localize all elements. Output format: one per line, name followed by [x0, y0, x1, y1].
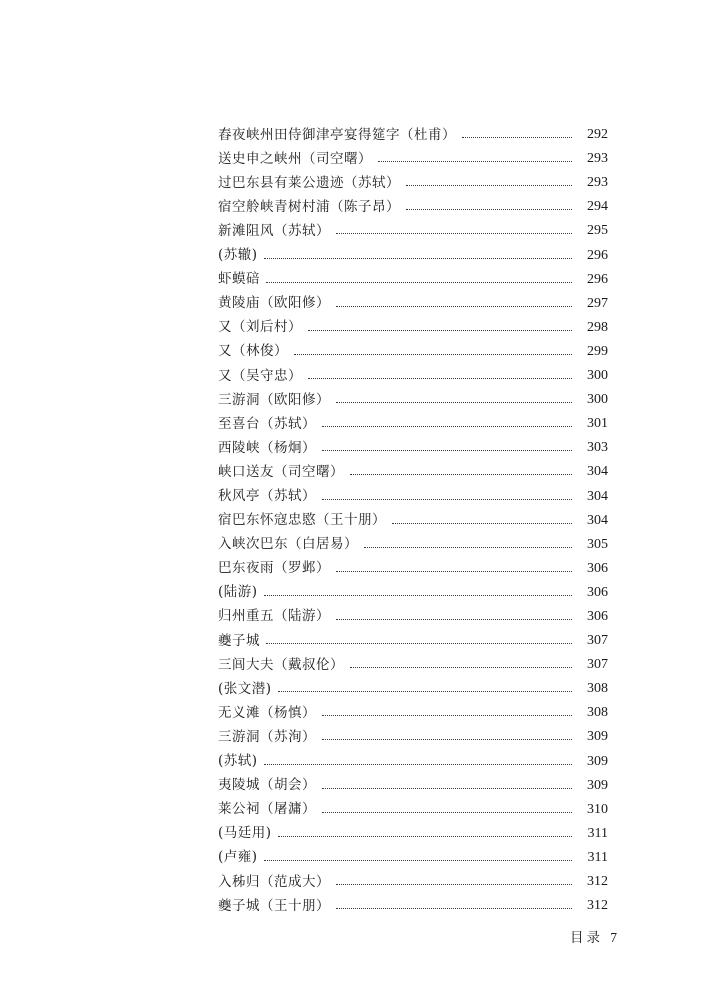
toc-entry-page: 312 — [587, 898, 608, 914]
dot-leader — [322, 811, 572, 813]
toc-entry-page: 306 — [587, 608, 608, 624]
toc-entry-title: 宿巴东怀寇忠愍（王十朋） — [218, 512, 386, 529]
toc-entry — [218, 672, 608, 696]
toc-entry-page: 311 — [587, 849, 608, 865]
toc-entry-page: 295 — [587, 223, 608, 239]
toc-entry — [218, 335, 608, 359]
toc-entry — [218, 383, 608, 407]
dot-leader — [336, 570, 572, 572]
dot-leader — [322, 738, 572, 740]
toc-entry — [218, 407, 608, 431]
toc-entry — [218, 214, 608, 238]
toc-entry — [218, 793, 608, 817]
toc-entry — [218, 431, 608, 455]
dot-leader — [336, 883, 572, 885]
page-footer — [570, 926, 617, 946]
toc-entry-page: 306 — [587, 560, 608, 576]
toc-entry — [218, 504, 608, 528]
toc-entry-page: 308 — [587, 681, 608, 697]
toc-entry-page: 303 — [587, 440, 608, 456]
dot-leader — [322, 425, 572, 427]
dot-leader — [308, 329, 572, 331]
toc-entry — [218, 287, 608, 311]
dot-leader — [322, 449, 572, 451]
toc-entry-title: 送史申之峡州（司空曙） — [218, 150, 372, 167]
toc-entry-page: 310 — [587, 801, 608, 817]
toc-entry-title: 舂夜峡州田侍御津亭宴得筵字（杜甫） — [218, 126, 456, 143]
dot-leader — [364, 546, 572, 548]
toc-entry-page: 298 — [587, 319, 608, 335]
toc-entry-page: 296 — [587, 271, 608, 287]
toc-entry — [218, 769, 608, 793]
dot-leader — [264, 257, 572, 259]
dot-leader — [266, 642, 572, 644]
toc-entry-page: 294 — [587, 199, 608, 215]
dot-leader — [264, 763, 572, 765]
toc-entry-page: 300 — [587, 392, 608, 408]
toc-entry-title: 夷陵城（胡会） — [218, 777, 316, 794]
toc-entry-title: 归州重五（陆游） — [218, 608, 330, 625]
toc-entry-page: 309 — [587, 753, 608, 769]
toc-entry — [218, 455, 608, 479]
dot-leader — [266, 281, 572, 283]
dot-leader — [350, 666, 572, 668]
dot-leader — [278, 835, 572, 837]
toc-entry-title: 宿空舲峡青树村浦（陈子昂） — [218, 198, 400, 215]
toc-entry-title: 过巴东县有莱公遗迹（苏轼） — [218, 174, 400, 191]
dot-leader — [336, 305, 572, 307]
toc-entry-page: 293 — [587, 175, 608, 191]
toc-entry — [218, 720, 608, 744]
toc-entry-page: 307 — [587, 633, 608, 649]
dot-leader — [336, 618, 572, 620]
toc-entry-page: 311 — [587, 825, 608, 841]
toc-entry — [218, 552, 608, 576]
toc-entry-page: 305 — [587, 536, 608, 552]
toc-entry-page: 297 — [587, 295, 608, 311]
toc-entry — [218, 118, 608, 142]
dot-leader — [336, 907, 572, 909]
dot-leader — [462, 136, 572, 138]
toc-entry — [218, 311, 608, 335]
toc-entry — [218, 479, 608, 503]
toc-entry-title: 峡口送友（司空曙） — [218, 463, 344, 480]
toc-entry-page: 304 — [587, 464, 608, 480]
toc-entry — [218, 865, 608, 889]
page-number: 7 — [610, 930, 618, 945]
dot-leader — [406, 184, 572, 186]
toc-entry — [218, 576, 608, 600]
toc-entry-title: 至喜台（苏轼） — [218, 415, 316, 432]
toc-entry-title: 西陵峡（杨炯） — [218, 439, 316, 456]
toc-entry-page: 299 — [587, 343, 608, 359]
toc-entry-title: (张文潜) — [218, 680, 272, 697]
toc-entry — [218, 841, 608, 865]
dot-leader — [294, 353, 572, 355]
toc-entry — [218, 359, 608, 383]
dot-leader — [322, 498, 572, 500]
toc-entry — [218, 238, 608, 262]
toc-entry-title: 莱公祠（屠滽） — [218, 801, 316, 818]
toc-entry-title: 黄陵庙（欧阳修） — [218, 295, 330, 312]
toc-entry-page: 301 — [587, 416, 608, 432]
toc-entry-title: (苏辙) — [218, 247, 258, 264]
toc-entry-page: 312 — [587, 874, 608, 889]
toc-entry-title: 夔子城（王十朋） — [218, 897, 330, 914]
toc-entry-title: 秋风亭（苏轼） — [218, 488, 316, 504]
toc-entry — [218, 528, 608, 552]
toc-entry — [218, 166, 608, 190]
toc-entry-title: 新滩阻风（苏轼） — [218, 222, 330, 239]
toc-entry-title: 三游洞（苏洵） — [218, 728, 316, 745]
toc-entry-title: 夔子城 — [218, 632, 260, 649]
dot-leader — [278, 690, 572, 692]
dot-leader — [322, 787, 572, 789]
toc-entry-title: 三游洞（欧阳修） — [218, 391, 330, 408]
toc-entry-title: 无义滩（杨慎） — [218, 704, 316, 721]
toc-entry — [218, 624, 608, 648]
toc-entry — [218, 600, 608, 624]
toc-entry-page: 309 — [587, 777, 608, 793]
toc-entry — [218, 817, 608, 841]
toc-entry-page: 296 — [587, 247, 608, 263]
toc-entry — [218, 889, 608, 913]
toc-entry-page: 308 — [587, 705, 608, 721]
dot-leader — [264, 859, 572, 861]
dot-leader — [336, 401, 572, 403]
toc-entry-title: 又（刘后村） — [218, 319, 302, 336]
dot-leader — [322, 714, 572, 716]
toc-entry-title: 入峡次巴东（白居易） — [218, 536, 358, 553]
toc-entry — [218, 142, 608, 166]
dot-leader — [336, 232, 572, 234]
toc-entry-title: (马廷用) — [218, 825, 272, 842]
dot-leader — [406, 208, 572, 210]
table-of-contents — [218, 118, 608, 913]
toc-entry-page: 300 — [587, 368, 608, 384]
toc-entry — [218, 648, 608, 672]
toc-entry-title: 三闾大夫（戴叔伦） — [218, 656, 344, 673]
dot-leader — [350, 473, 572, 475]
footer-section-label: 目录 — [570, 930, 603, 946]
dot-leader — [308, 377, 572, 379]
toc-entry-title: (苏轼) — [218, 753, 258, 770]
dot-leader — [378, 160, 572, 162]
toc-entry — [218, 744, 608, 768]
toc-entry-page: 293 — [587, 151, 608, 167]
dot-leader — [392, 522, 572, 524]
toc-entry-page: 306 — [587, 584, 608, 600]
toc-entry-title: 又（林俊） — [218, 343, 288, 360]
dot-leader — [264, 594, 572, 596]
toc-entry-page: 292 — [587, 127, 608, 143]
toc-entry-page: 304 — [587, 512, 608, 528]
toc-entry-title: 又（吴守忠） — [218, 367, 302, 384]
toc-entry-title: (卢雍) — [218, 849, 258, 866]
toc-entry-page: 307 — [587, 657, 608, 673]
toc-entry-title: 入秭归（范成大） — [218, 873, 330, 890]
toc-entry — [218, 696, 608, 720]
toc-entry — [218, 190, 608, 214]
toc-entry-page: 304 — [587, 488, 608, 504]
toc-entry-title: (陆游) — [218, 584, 258, 601]
toc-entry-title: 虾蟆碚 — [218, 271, 260, 288]
toc-entry-title: 巴东夜雨（罗邺） — [218, 560, 330, 577]
toc-entry-page: 309 — [587, 729, 608, 745]
toc-entry — [218, 263, 608, 287]
